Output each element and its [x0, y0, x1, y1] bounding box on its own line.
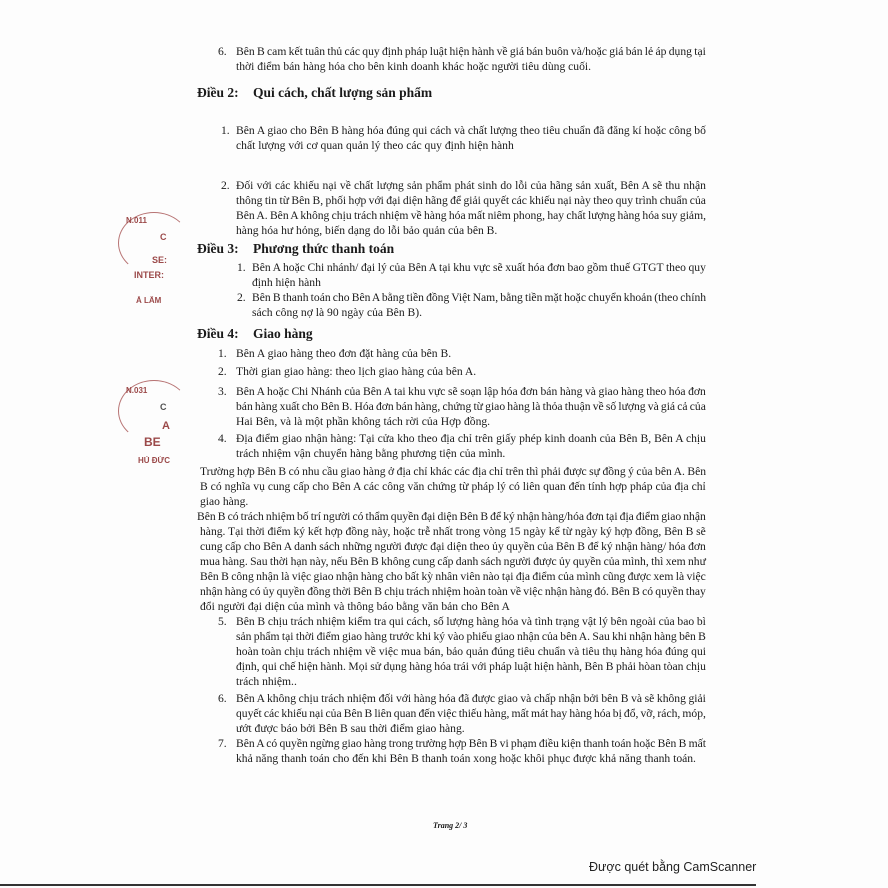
heading-dieu-3 [197, 240, 888, 257]
text-line: Trường hợp Bên B có nhu cầu giao hàng ở địa chỉ khác các địa chỉ trên thì phải được sự đồng ý của bên A. Bên [200, 465, 707, 478]
text-line: ướt được báo bởi Bên B sau thời điểm giao hàng. [236, 722, 465, 735]
list-item [218, 384, 707, 429]
stamp-text: C [160, 232, 167, 242]
text-line: hàng hóa hư hỏng, biến dạng do lỗi bảo quản của bên B. [236, 224, 498, 237]
text-line: Bên B công nhận là việc giao nhận hàng cho bất kỳ nhân viên nào tại địa điểm của mình cũng được xem là việc [200, 570, 706, 583]
text-line: hàng. Tại thời điểm ký kết hợp đồng này, hoặc trễ nhất trong vòng 15 ngày kể từ ngày ký hợp đồng, Bên B sẽ [200, 525, 706, 538]
text-line: Bên A giao cho Bên B hàng hóa đúng qui cách và chất lượng theo tiêu chuẩn đã đăng kí hoặc công bố [236, 124, 706, 137]
text-line: Hai Bên, và là một phần không tách rời của Hợp đồng. [236, 415, 491, 428]
article-label: Điều 4: [197, 326, 239, 341]
camscanner-watermark: Được quét bằng CamScanner [589, 860, 757, 874]
text-line: sách công nợ là 90 ngày của Bên B). [252, 306, 423, 319]
text-line: B có nghĩa vụ cung cấp cho Bên A các công văn chứng từ pháp lý có liên quan đến tính hợp pháp của địa chỉ [200, 480, 706, 493]
text-line: định hiện hành [252, 276, 321, 289]
list-number: 2. [221, 179, 230, 192]
text-line: Bên B cam kết tuân thủ các quy định pháp luật hiện hành về giá bán buôn và/hoặc giá bán lẻ áp dụng tại [236, 45, 706, 58]
text-line: sản phẩm tại thời điểm giao hàng trước khi ký vào phiếu giao nhận của bên A. Sau khi nhận hàng bên B [236, 630, 706, 643]
list-item [237, 290, 707, 320]
list-item [221, 178, 707, 238]
list-number: 7. [218, 737, 227, 750]
list-number: 6. [218, 45, 227, 58]
list-number: 1. [221, 124, 230, 137]
list-item [218, 736, 707, 766]
list-number: 2. [218, 365, 227, 378]
text-line: mua hàng. Sau thời hạn này, nếu Bên B không cung cấp danh sách người được ủy quyền của mình, thì xem như [200, 555, 706, 568]
list-number: 5. [218, 615, 227, 628]
text-line: Bên A hoặc Chi nhánh/ đại lý của Bên A tại khu vực sẽ xuất hóa đơn bao gồm thuế GTGT theo quy [252, 261, 706, 274]
stamp-text: BE [144, 435, 161, 449]
stamp-text: HỦ ĐỨC [138, 456, 170, 465]
text-line: Bên A không chịu trách nhiệm đối với hàng hóa đã được giao và chấp nhận bởi bên B và sẽ không giải [236, 692, 706, 705]
text-line: Bên B thanh toán cho Bên A bằng tiền đồng Việt Nam, bằng tiền mặt hoặc chuyển khoản (theo chính [252, 291, 707, 304]
list-number: 2. [237, 291, 246, 304]
stamp-text: A [162, 420, 170, 432]
text-line: Bên A giao hàng theo đơn đặt hàng của bên B. [236, 347, 452, 360]
stamp-text: N.011 [126, 216, 147, 225]
article-title: Giao hàng [253, 326, 313, 341]
page-number: Trang 2/ 3 [433, 821, 468, 830]
text-line: đổi người đại diện của mình và thông báo bằng văn bản cho Bên A [200, 600, 510, 613]
text-line: Bên A hoặc Chi Nhánh của Bên A tai khu vực sẽ soạn lập hóa đơn bán hàng và giao hàng theo hóa đơn [236, 385, 706, 398]
text-line: Bên B chịu trách nhiệm kiểm tra qui cách, số lượng hàng hóa và tình trạng vật lý bên ngoài của bao bì [236, 615, 706, 628]
text-line: Địa điểm giao nhận hàng: Tại cửa kho theo địa chỉ trên giấy phép kinh doanh của Bên B, Bên A chịu [236, 432, 706, 445]
list-item [237, 260, 707, 290]
list-item [218, 431, 707, 461]
text-line: trách nhiệm.. [236, 675, 297, 688]
paragraph [200, 464, 707, 509]
text-line: hoàn toàn chịu trách nhiệm về việc mua bán, bảo quản đúng tiêu chuẩn và tiêu thụ hàng hóa đúng qui [236, 645, 706, 658]
text-line: Bên B có trách nhiệm bố trí người có thẩm quyền đại diện Bên B để ký nhận hàng/hóa đơn tại địa điểm giao nhận [197, 510, 706, 523]
list-item [218, 44, 707, 74]
text-line: quyết các khiếu nại của Bên B liên quan đến việc thiếu hàng, mất mát hay hàng hóa bị đổ, vỡ, rách, móp, [236, 707, 706, 720]
paragraph [197, 509, 707, 614]
heading-dieu-4 [197, 325, 888, 342]
text-line: Bên A. Bên A không chịu trách nhiệm về hàng hóa mất niêm phong, hay chất lượng hàng hóa suy giảm, [236, 209, 706, 222]
list-item [218, 614, 707, 689]
article-label: Điều 3: [197, 241, 239, 256]
text-line: thông tin từ Bên B, phối hợp với đại diện hãng để giải quyết các khiếu nại này theo quy trình chuẩn của [236, 194, 706, 207]
list-item [221, 123, 707, 153]
text-line: chất lượng với cơ quan quản lý theo các quy định hiện hành [236, 139, 514, 152]
stamp-text: C [160, 402, 167, 412]
text-line: cung cấp cho Bên A danh sách những người được đại diện theo ủy quyền của Bên B để ký nhận hàng/ hóa đơn [200, 540, 706, 553]
stamp-text: SE: [152, 255, 168, 265]
text-line: trách nhiệm vận chuyển hàng bằng phương tiện của mình. [236, 447, 506, 460]
heading-dieu-2 [197, 84, 888, 101]
text-line: Bên A có quyền ngừng giao hàng trong trường hợp Bên B vi phạm điều kiện thanh toán hoặc Bên B mất [236, 737, 706, 750]
list-item [218, 364, 707, 379]
text-line: khả năng thanh toán cho đến khi Bên B thanh toán xong hoặc khôi phục được khả năng thanh toán. [236, 752, 696, 765]
stamp-text: INTER: [134, 270, 164, 280]
text-line: nhận hàng có ủy quyền đồng thời Bên B chịu trách nhiệm hoàn toàn về việc nhận hàng đó. Bên B có quyền thay [200, 585, 706, 598]
text-line: Đối với các khiếu nại về chất lượng sản phẩm phát sinh do lỗi của hãng sản xuất, Bên A sẽ thu nhận [236, 179, 706, 192]
list-number: 6. [218, 692, 227, 705]
text-line: giao hàng. [200, 495, 249, 508]
list-number: 3. [218, 385, 227, 398]
stamp-text: Ă LÂM [136, 296, 162, 305]
article-title: Phương thức thanh toán [253, 241, 395, 256]
list-item [218, 691, 707, 736]
stamp-text: N.031 [126, 386, 148, 395]
list-number: 1. [218, 347, 227, 360]
list-number: 4. [218, 432, 227, 445]
text-line: thời điểm bán hàng hóa cho bên kinh doanh khác hoặc người tiêu dùng cuối. [236, 60, 592, 73]
bottom-divider [0, 884, 756, 886]
text-line: Thời gian giao hàng: theo lịch giao hàng của bên A. [236, 365, 477, 378]
list-number: 1. [237, 261, 246, 274]
article-label: Điều 2: [197, 85, 239, 100]
article-title: Qui cách, chất lượng sản phẩm [253, 85, 433, 100]
text-line: bán hàng xuất cho Bên B. Hóa đơn bán hàng, chứng từ giao hàng là thỏa thuận về số lượng và giá cả của [236, 400, 706, 413]
list-item [218, 346, 707, 361]
text-line: định, qui chế hiện hành. Mọi sử dụng hàng hóa trái với pháp luật hiện hành, Bên B phải hòan tòan chịu [236, 660, 706, 673]
